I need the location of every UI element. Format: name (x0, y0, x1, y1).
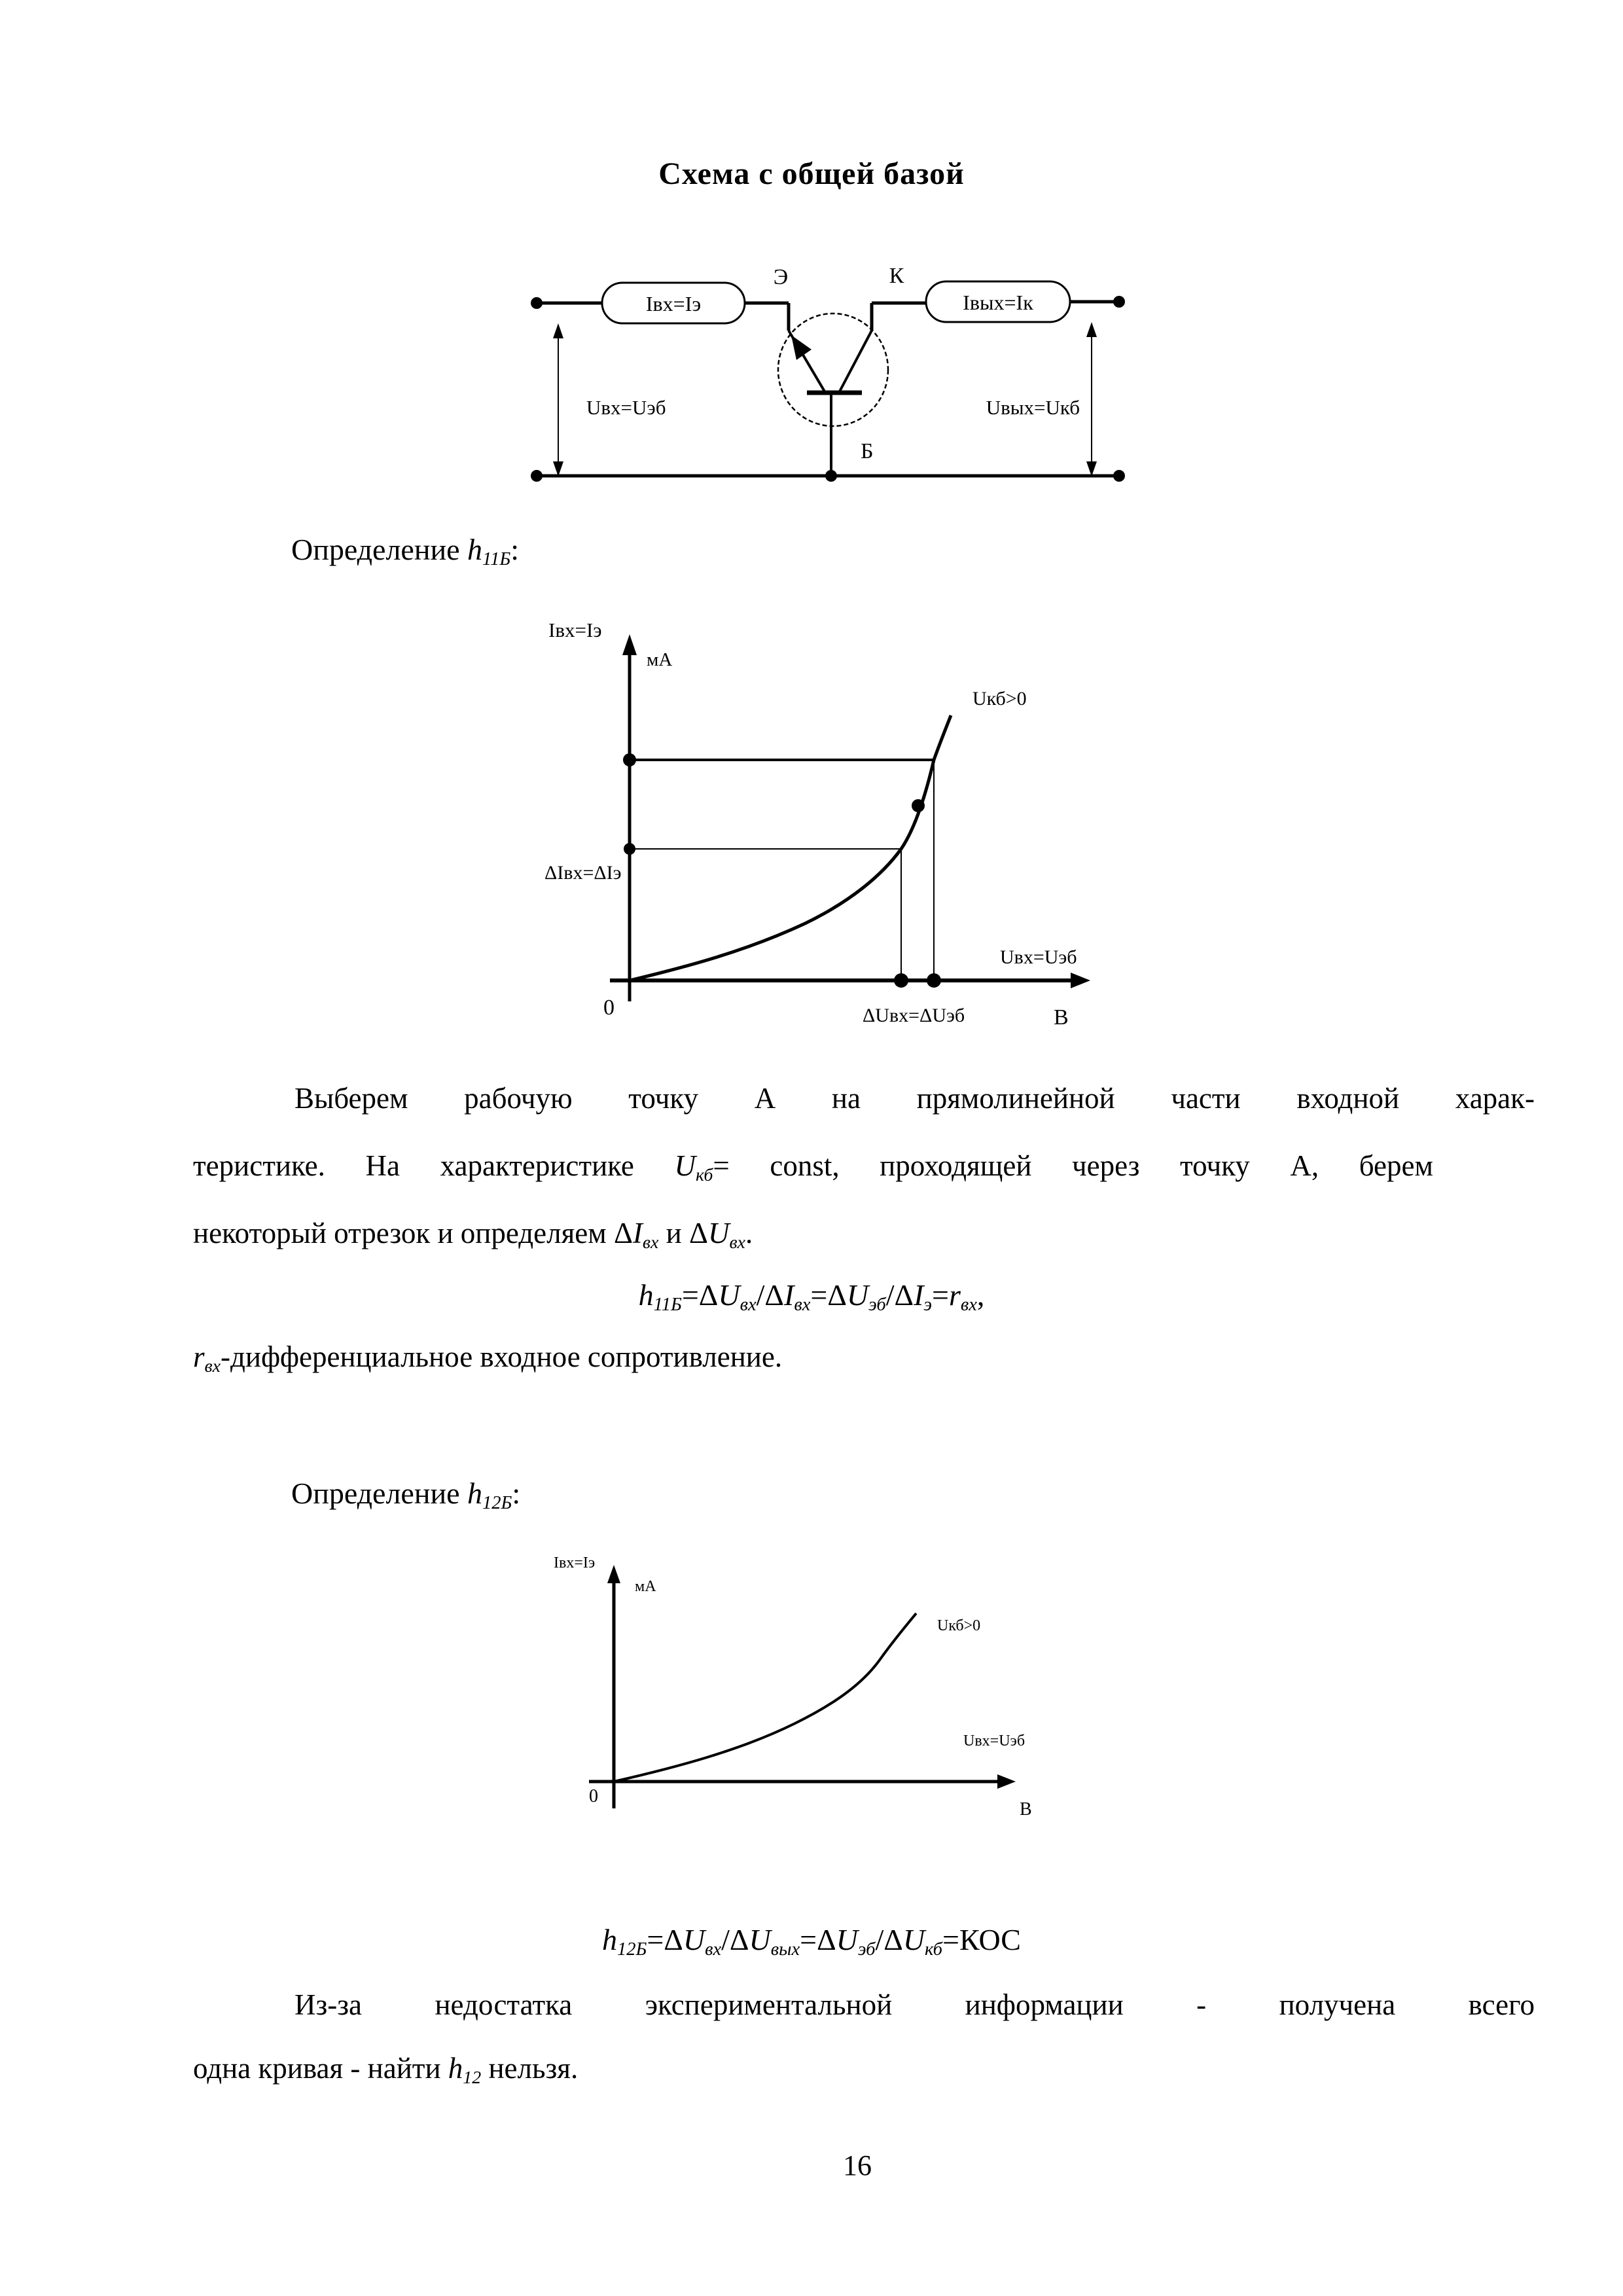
graph2-y-axis-label: Iвх=Iэ (554, 1554, 596, 1571)
para1-line1: Выберем рабочую точку А на прямолинейной части входной харак- (294, 1082, 1535, 1115)
common-base-circuit-diagram (530, 255, 1132, 524)
terminal-dot-right-top (1113, 296, 1125, 308)
transistor-collector-lead (840, 331, 872, 391)
output-voltage-label: Uвых=Uкб (986, 396, 1080, 419)
graph1-origin-label: 0 (603, 996, 615, 1020)
output-current-box-label: Iвых=Iк (963, 291, 1033, 314)
graph2-x-axis-label: Uвх=Uэб (963, 1732, 1026, 1749)
graph1-yaxis-dot-lower (624, 843, 635, 855)
graph1-delta-u-label: ΔUвх=ΔUэб (863, 1005, 965, 1026)
graph1-y-axis-arrow-icon (622, 634, 637, 655)
output-voltage-arrow-icon (1086, 322, 1097, 476)
base-node-dot (825, 470, 837, 482)
graph1-y-unit-label: мА (647, 649, 673, 670)
graph2-y-axis-arrow-icon (607, 1565, 620, 1583)
graph1-x-axis-label: Uвх=Uэб (1000, 946, 1077, 968)
page-title: Схема с общей базой (658, 156, 965, 191)
graph1-y-axis-label: Iвх=Iэ (548, 619, 602, 641)
h11-heading: Определение h11Б: (291, 533, 519, 569)
graph1-yaxis-dot-upper (623, 753, 636, 766)
graph1-x-axis-arrow-icon (1071, 973, 1090, 988)
para2-line2: одна кривая - найти h12 нельзя. (193, 2052, 579, 2088)
collector-terminal-label: К (889, 264, 904, 288)
h12-input-characteristic-graph (550, 1548, 1126, 1823)
graph1-delta-i-label: ΔIвх=ΔIэ (544, 862, 622, 884)
emitter-arrow-icon (791, 335, 812, 360)
h12-heading: Определение h12Б: (291, 1477, 521, 1513)
graph1-characteristic-curve (630, 715, 951, 980)
graph2-x-unit-label: В (1020, 1799, 1032, 1820)
graph1-point-A (912, 799, 925, 812)
input-voltage-label: Uвх=Uэб (586, 396, 666, 419)
graph2-curve-label: Uкб>0 (937, 1617, 981, 1634)
emitter-terminal-label: Э (773, 265, 789, 289)
graph2-x-axis-arrow-icon (997, 1774, 1016, 1789)
graph1-xaxis-dot-1 (894, 973, 908, 988)
graph1-xaxis-dot-2 (927, 973, 941, 988)
graph1-curve-label: Uкб>0 (972, 688, 1027, 709)
terminal-dot-left-bottom (531, 470, 543, 482)
para1-line3: некоторый отрезок и определяем ΔIвх и ΔUвх. (193, 1217, 753, 1253)
h11-formula: h11Б=ΔUвх/ΔIвх=ΔUэб/ΔIэ=rвх, (638, 1278, 985, 1315)
terminal-dot-right-bottom (1113, 470, 1125, 482)
page-number: 16 (843, 2149, 872, 2181)
input-voltage-arrow-icon (553, 323, 563, 476)
input-current-box-label: Iвх=Iэ (645, 292, 702, 315)
para2-line1: Из-за недостатка экспериментальной информации - получена всего (294, 1988, 1535, 2021)
graph1-x-unit-label: В (1054, 1005, 1069, 1030)
graph2-y-unit-label: мА (635, 1578, 656, 1595)
rvx-note: rвх-дифференциальное входное сопротивление. (193, 1340, 783, 1376)
graph2-characteristic-curve (614, 1613, 916, 1782)
h11-input-characteristic-graph (524, 605, 1099, 1050)
h12-formula: h12Б=ΔUвх/ΔUвых=ΔUэб/ΔUкб=КОС (602, 1923, 1021, 1960)
para1-line2: теристике. На характеристике Uкб= const, проходящей через точку А, берем (193, 1149, 1433, 1185)
graph2-origin-label: 0 (589, 1786, 598, 1806)
base-terminal-label: Б (861, 439, 874, 463)
